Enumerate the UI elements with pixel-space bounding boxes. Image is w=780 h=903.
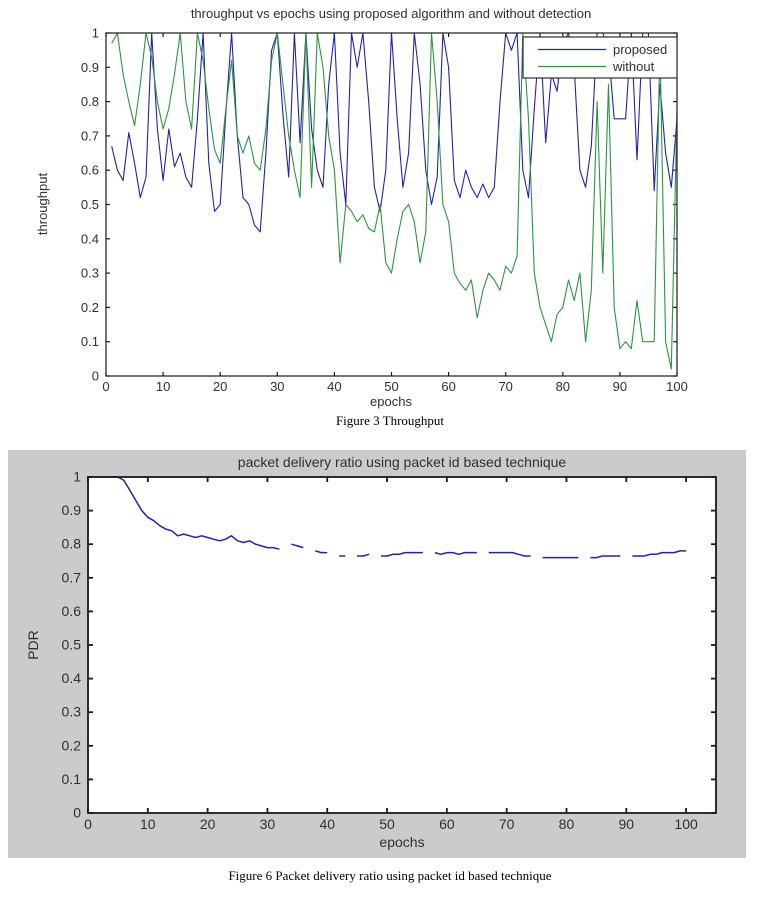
y-tick-label: 0.8: [80, 94, 99, 110]
x-tick-label: 90: [612, 379, 628, 394]
x-tick-label: 90: [618, 816, 635, 832]
x-tick-label: 30: [270, 379, 285, 394]
x-tick-label: 50: [384, 379, 399, 394]
x-tick-label: 70: [498, 816, 515, 832]
x-tick-label: 10: [140, 816, 156, 832]
y-tick-label: 0.2: [61, 737, 81, 754]
plot-area: [106, 33, 677, 376]
x-tick-label: 20: [199, 816, 216, 832]
y-tick-label: 0.4: [80, 231, 99, 247]
y-tick-label: 0: [91, 368, 99, 384]
y-tick-label: 0.2: [80, 299, 99, 315]
y-tick-label: 0.8: [61, 535, 81, 552]
y-tick-label: 1: [91, 25, 99, 41]
x-tick-label: 30: [259, 816, 276, 832]
y-tick-label: 0.6: [80, 162, 99, 178]
x-tick-label: 10: [155, 379, 171, 394]
figure3-caption: Figure 3 Throughput: [335, 413, 445, 428]
x-tick-label: 60: [439, 816, 455, 832]
y-tick-label: 0.7: [80, 128, 99, 144]
x-tick-label: 100: [666, 379, 688, 394]
y-tick-label: 0.9: [61, 502, 81, 519]
x-tick-label: 0: [84, 816, 92, 832]
figure3-title: throughput vs epochs using proposed algorithm and without detection: [190, 6, 592, 21]
x-tick-label: 60: [441, 379, 456, 394]
y-tick-label: 0.5: [61, 636, 81, 653]
figure3-xlabel: epochs: [370, 394, 412, 409]
x-tick-label: 80: [555, 379, 571, 394]
figure6-title: packet delivery ratio using packet id based technique: [237, 454, 567, 470]
x-tick-label: 40: [327, 379, 342, 394]
plot-area: [88, 477, 716, 813]
figure3-ylabel: throughput: [35, 172, 50, 236]
x-tick-label: 40: [319, 816, 336, 832]
y-tick-label: 0.5: [80, 197, 99, 212]
legend-label-proposed: proposed: [613, 42, 668, 57]
y-tick-label: 0.7: [61, 569, 81, 586]
x-tick-label: 80: [558, 816, 575, 832]
figure6-caption: Figure 6 Packet delivery ratio using packet id based technique: [228, 868, 552, 883]
y-tick-label: 0.6: [61, 602, 81, 619]
y-tick-label: 0.9: [80, 59, 99, 75]
x-tick-label: 70: [498, 379, 513, 394]
figure3-chart: [0, 0, 780, 440]
x-tick-label: 0: [102, 379, 110, 394]
figure6-chart: [8, 450, 746, 858]
y-tick-label: 0.3: [80, 265, 99, 281]
figure6-panel: [8, 450, 746, 858]
y-tick-label: 0.1: [80, 334, 99, 350]
y-tick-label: 0.3: [61, 703, 81, 720]
figure6-xlabel: epochs: [379, 834, 425, 850]
legend-label-without: without: [613, 59, 655, 74]
x-tick-label: 50: [379, 816, 395, 832]
y-tick-label: 0: [73, 804, 81, 821]
y-tick-label: 1: [73, 468, 81, 485]
figure6-ylabel: PDR: [25, 630, 41, 660]
y-tick-label: 0.1: [61, 770, 81, 787]
x-tick-label: 20: [212, 379, 228, 394]
y-tick-label: 0.4: [61, 670, 81, 687]
x-tick-label: 100: [674, 816, 698, 832]
